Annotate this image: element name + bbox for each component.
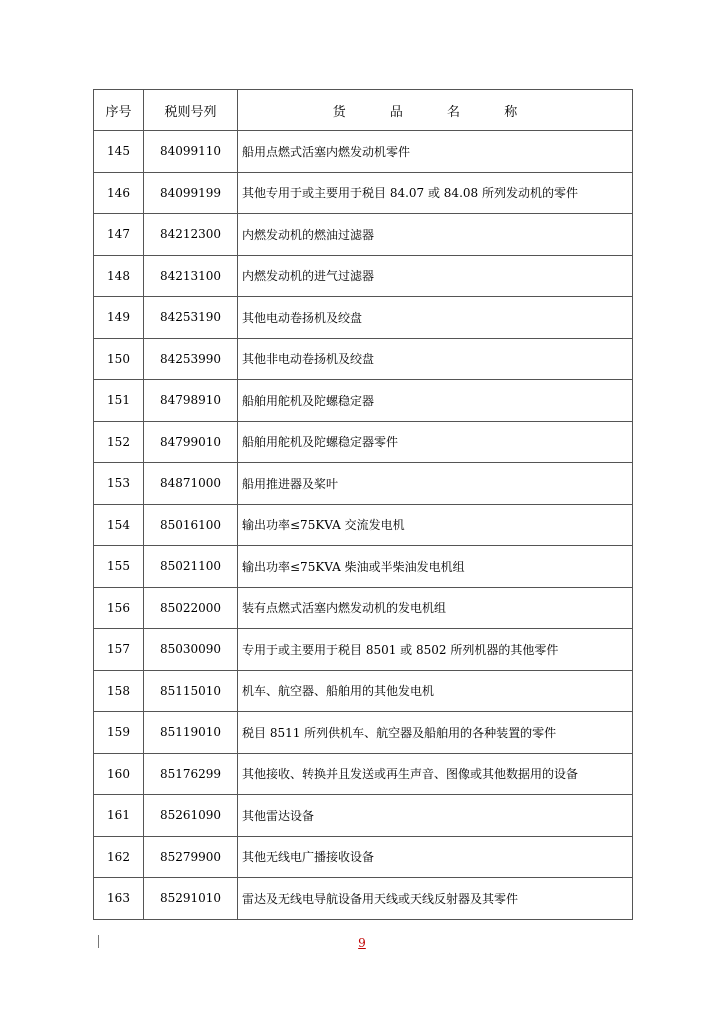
header-seq: 序号 [94, 90, 144, 131]
row-seq: 152 [94, 421, 144, 463]
row-seq: 146 [94, 172, 144, 214]
row-seq: 149 [94, 297, 144, 339]
row-name: 其他无线电广播接收设备 [238, 836, 633, 878]
row-name: 船舶用舵机及陀螺稳定器 [238, 380, 633, 422]
row-name: 其他接收、转换并且发送或再生声音、图像或其他数据用的设备 [238, 753, 633, 795]
table-row [94, 504, 633, 546]
row-code: 85119010 [144, 712, 238, 754]
row-name: 船舶用舵机及陀螺稳定器零件 [238, 421, 633, 463]
row-seq: 147 [94, 214, 144, 256]
row-code: 85030090 [144, 629, 238, 671]
row-seq: 153 [94, 463, 144, 505]
row-seq: 155 [94, 546, 144, 588]
row-code: 84213100 [144, 255, 238, 297]
row-seq: 161 [94, 795, 144, 837]
row-name: 内燃发动机的燃油过滤器 [238, 214, 633, 256]
row-seq: 151 [94, 380, 144, 422]
row-seq: 157 [94, 629, 144, 671]
table-row [94, 587, 633, 629]
table-row [94, 463, 633, 505]
page-number: 9 [358, 936, 366, 950]
row-code: 84799010 [144, 421, 238, 463]
row-name: 税目 8511 所列供机车、航空器及船舶用的各种装置的零件 [238, 712, 633, 754]
row-name: 装有点燃式活塞内燃发动机的发电机组 [238, 587, 633, 629]
row-code: 84253190 [144, 297, 238, 339]
table-row [94, 546, 633, 588]
row-seq: 163 [94, 878, 144, 920]
table-row [94, 380, 633, 422]
table-row [94, 172, 633, 214]
row-code: 85022000 [144, 587, 238, 629]
row-code: 84099110 [144, 131, 238, 173]
table-row [94, 878, 633, 920]
row-name: 其他专用于或主要用于税目 84.07 或 84.08 所列发动机的零件 [238, 172, 633, 214]
row-code: 85115010 [144, 670, 238, 712]
row-name: 雷达及无线电导航设备用天线或天线反射器及其零件 [238, 878, 633, 920]
table-row [94, 255, 633, 297]
row-name: 专用于或主要用于税目 8501 或 8502 所列机器的其他零件 [238, 629, 633, 671]
row-name: 机车、航空器、船舶用的其他发电机 [238, 670, 633, 712]
table-row [94, 670, 633, 712]
table-row [94, 131, 633, 173]
row-name: 船用推进器及桨叶 [238, 463, 633, 505]
row-code: 85279900 [144, 836, 238, 878]
row-code: 85021100 [144, 546, 238, 588]
row-seq: 162 [94, 836, 144, 878]
row-name: 其他雷达设备 [238, 795, 633, 837]
row-code: 84871000 [144, 463, 238, 505]
table-row [94, 629, 633, 671]
row-seq: 160 [94, 753, 144, 795]
row-seq: 145 [94, 131, 144, 173]
table-row [94, 214, 633, 256]
header-name: 货 品 名 称 [238, 90, 633, 131]
goods-table [93, 89, 633, 920]
row-name: 输出功率≤75KVA 交流发电机 [238, 504, 633, 546]
row-name: 其他电动卷扬机及绞盘 [238, 297, 633, 339]
table-row [94, 795, 633, 837]
row-code: 85291010 [144, 878, 238, 920]
row-name: 内燃发动机的进气过滤器 [238, 255, 633, 297]
table-header-row [94, 90, 633, 131]
row-seq: 148 [94, 255, 144, 297]
table-row [94, 297, 633, 339]
row-name: 其他非电动卷扬机及绞盘 [238, 338, 633, 380]
table-row [94, 712, 633, 754]
table-row [94, 753, 633, 795]
row-seq: 158 [94, 670, 144, 712]
row-code: 85016100 [144, 504, 238, 546]
row-code: 85261090 [144, 795, 238, 837]
table-row [94, 338, 633, 380]
row-seq: 154 [94, 504, 144, 546]
row-code: 84099199 [144, 172, 238, 214]
row-code: 84212300 [144, 214, 238, 256]
row-name: 输出功率≤75KVA 柴油或半柴油发电机组 [238, 546, 633, 588]
row-seq: 159 [94, 712, 144, 754]
table-row [94, 421, 633, 463]
row-name: 船用点燃式活塞内燃发动机零件 [238, 131, 633, 173]
row-seq: 150 [94, 338, 144, 380]
table-body [94, 131, 633, 920]
row-code: 84253990 [144, 338, 238, 380]
row-code: 85176299 [144, 753, 238, 795]
row-code: 84798910 [144, 380, 238, 422]
header-code: 税则号列 [144, 90, 238, 131]
table-row [94, 836, 633, 878]
row-seq: 156 [94, 587, 144, 629]
